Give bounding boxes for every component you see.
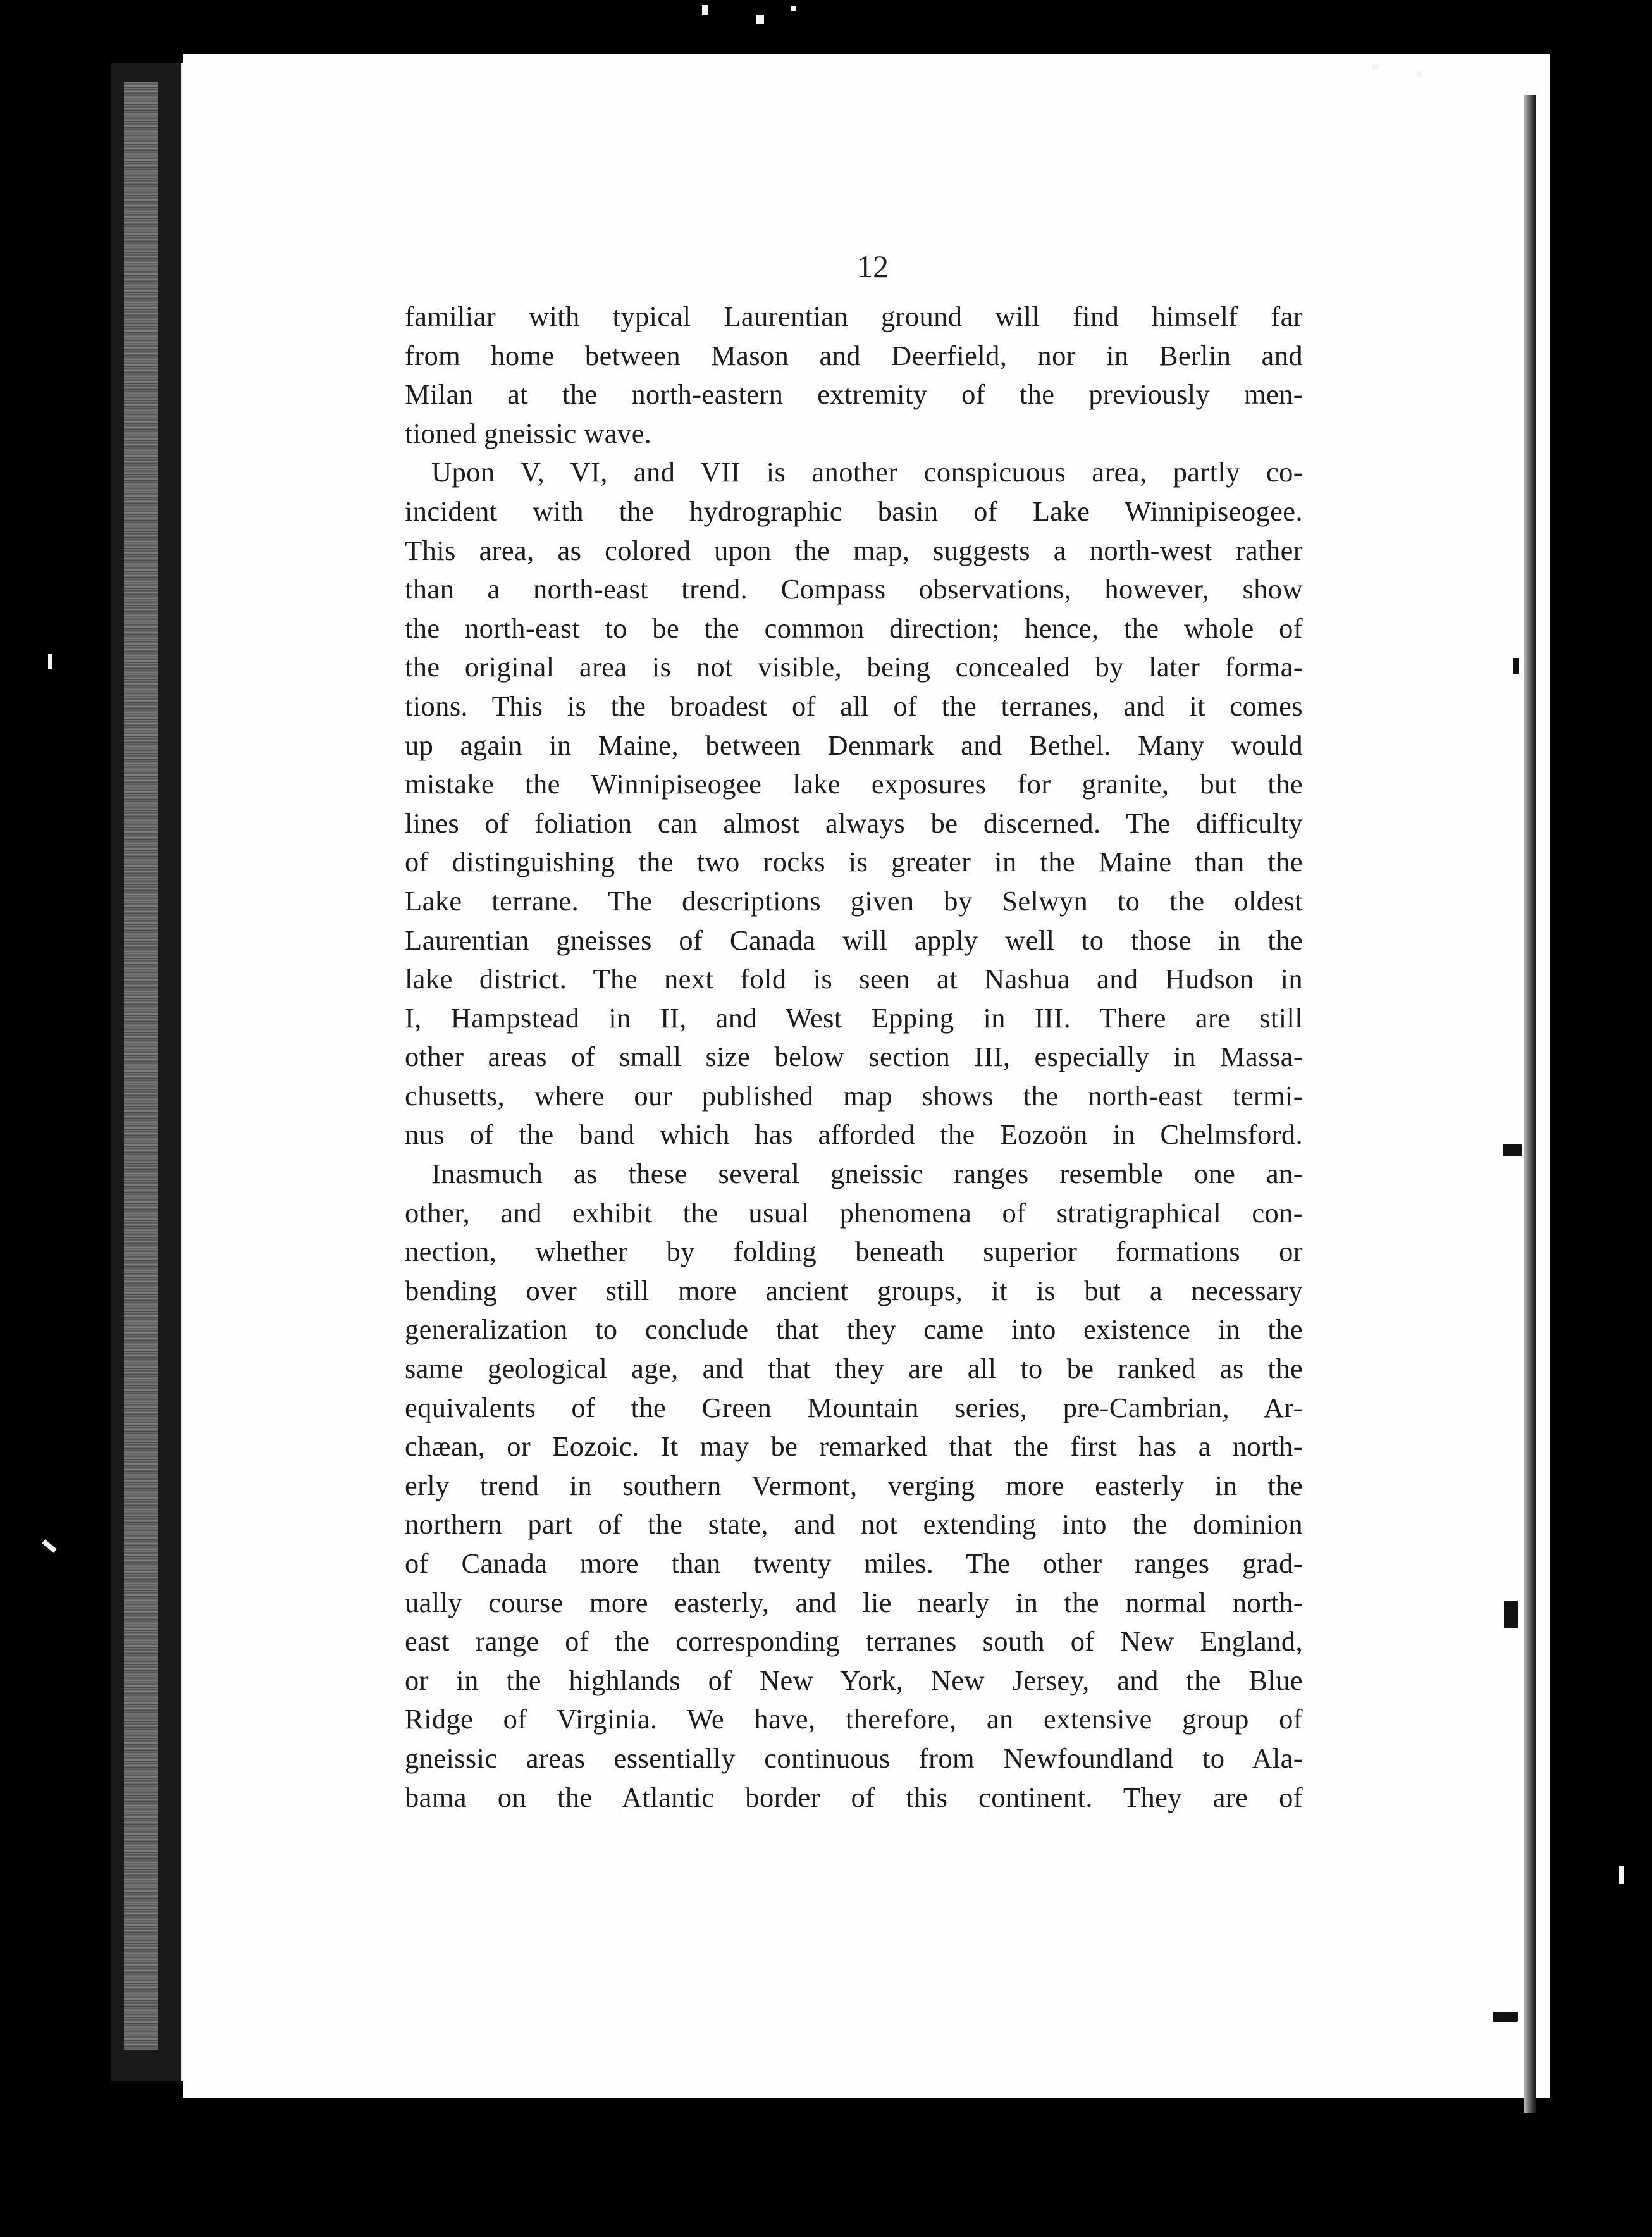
text-line: the original area is not visible, being concealed by later forma- <box>405 651 1303 683</box>
text-line: up again in Maine, between Denmark and Bethel. Many would <box>405 729 1303 761</box>
text-line: same geological age, and that they are all to be ranked as the <box>405 1353 1303 1385</box>
text-line: other, and exhibit the usual phenomena of stratigraphical con- <box>405 1196 1303 1229</box>
text-line: gneissic areas essentially continuous from Newfoundland to Ala- <box>405 1742 1303 1774</box>
text-line: northern part of the state, and not extending into the dominion <box>405 1508 1303 1540</box>
page-number: 12 <box>857 249 889 284</box>
margin-speck <box>1417 71 1422 77</box>
text-line: erly trend in southern Vermont, verging more easterly in the <box>405 1469 1303 1501</box>
text-line: nection, whether by folding beneath superior formations or <box>405 1236 1303 1268</box>
text-line: equivalents of the Green Mountain series, pre-Cambrian, Ar- <box>405 1391 1303 1423</box>
margin-speck <box>1372 63 1379 70</box>
text-line: Milan at the north-eastern extremity of the previously men- <box>405 378 1303 411</box>
text-line: from home between Mason and Deerfield, nor in Berlin and <box>405 339 1303 371</box>
text-line: lines of foliation can almost always be discerned. The difficulty <box>405 807 1303 839</box>
text-line: or in the highlands of New York, New Jersey, and the Blue <box>405 1664 1303 1696</box>
text-line: incident with the hydrographic basin of Lake Winnipiseogee. <box>405 495 1303 527</box>
text-line: lake district. The next fold is seen at Nashua and Hudson in <box>405 963 1303 995</box>
right-page-edge <box>1524 95 1536 2113</box>
page-stack-edge <box>124 82 158 2050</box>
text-line: generalization to conclude that they came into existence in the <box>405 1313 1303 1346</box>
edge-mark <box>1493 2012 1518 2022</box>
text-line: tions. This is the broadest of all of the terranes, and it comes <box>405 690 1303 722</box>
text-line: the north-east to be the common direction; hence, the whole of <box>405 612 1303 644</box>
text-line: of distinguishing the two rocks is greater in the Maine than the <box>405 846 1303 878</box>
text-line: bama on the Atlantic border of this continent. They are of <box>405 1781 1303 1813</box>
margin-speck <box>702 5 708 15</box>
text-line: east range of the corresponding terranes south of New England, <box>405 1625 1303 1658</box>
text-line: Upon V, VI, and VII is another conspicuous area, partly co- <box>431 456 1303 488</box>
text-line: mistake the Winnipiseogee lake exposures for granite, but the <box>405 768 1303 800</box>
margin-speck <box>756 15 764 24</box>
text-line: than a north-east trend. Compass observations, however, show <box>405 573 1303 605</box>
text-line: Inasmuch as these several gneissic ranges resemble one an- <box>431 1158 1303 1190</box>
margin-speck <box>42 1539 57 1553</box>
text-line: bending over still more ancient groups, it is but a necessary <box>405 1274 1303 1306</box>
body-text <box>405 297 1303 1817</box>
text-line: other areas of small size below section III, especially in Massa- <box>405 1041 1303 1073</box>
text-line: nus of the band which has afforded the Eozoön in Chelmsford. <box>405 1118 1303 1151</box>
edge-mark <box>1513 658 1519 674</box>
text-line: Laurentian gneisses of Canada will apply well to those in the <box>405 924 1303 956</box>
text-line: I, Hampstead in II, and West Epping in III. There are still <box>405 1001 1303 1034</box>
edge-mark <box>1503 1144 1522 1156</box>
margin-speck <box>1619 1866 1624 1884</box>
text-line: tioned gneissic wave. <box>405 417 652 449</box>
text-line: familiar with typical Laurentian ground will find himself far <box>405 301 1303 332</box>
edge-mark <box>1504 1601 1518 1628</box>
text-line: This area, as colored upon the map, suggests a north-west rather <box>405 534 1303 566</box>
text-line: of Canada more than twenty miles. The other ranges grad- <box>405 1547 1303 1579</box>
margin-speck <box>48 654 52 669</box>
margin-speck <box>791 6 796 11</box>
text-line: Lake terrane. The descriptions given by Selwyn to the oldest <box>405 884 1303 917</box>
text-line: chæan, or Eozoic. It may be remarked that the first has a north- <box>405 1430 1303 1463</box>
text-line: ually course more easterly, and lie nearly in the normal north- <box>405 1586 1303 1618</box>
text-line: Ridge of Virginia. We have, therefore, an extensive group of <box>405 1703 1303 1735</box>
text-line: chusetts, where our published map shows the north-east termi- <box>405 1079 1303 1112</box>
